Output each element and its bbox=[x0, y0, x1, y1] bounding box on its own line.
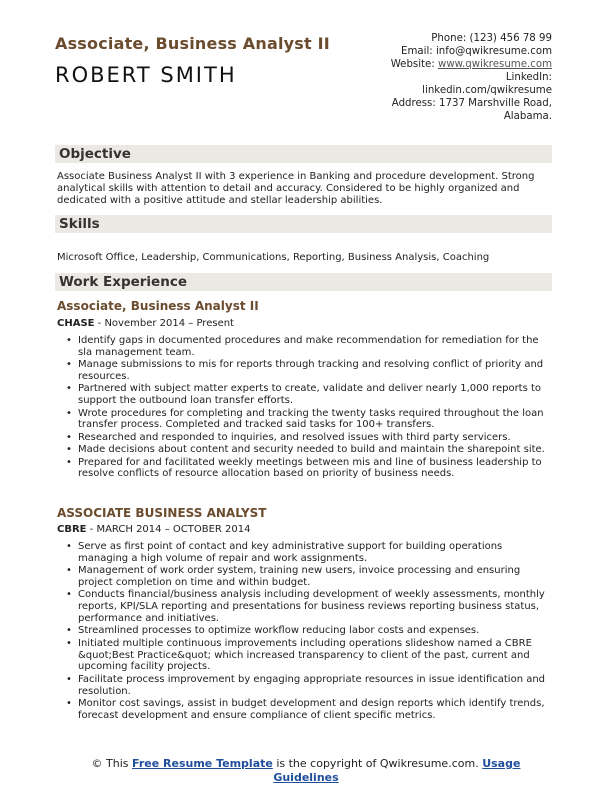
linkedin-label: LinkedIn: bbox=[505, 72, 552, 83]
job-1-bullet: • Identify gaps in documented procedures and make recommendation for remediation for the sla management team. bbox=[66, 335, 548, 359]
job-1-bullets bbox=[66, 335, 548, 481]
job-2-bullet: • Streamlined processes to optimize workflow reducing labor costs and expenses. bbox=[66, 625, 548, 637]
address-line-2: Alabama. bbox=[503, 111, 552, 122]
job-1-bullet: • Manage submissions to mis for reports through tracking and resolving conflict of priority and resources. bbox=[66, 359, 548, 383]
skills-heading-bar bbox=[55, 215, 552, 233]
job-2-company: CBRE bbox=[57, 524, 87, 535]
footer-middle: is the copyright of Qwikresume.com. bbox=[272, 757, 483, 770]
footer-prefix: © This bbox=[91, 757, 133, 770]
job-1-bullet: • Partnered with subject matter experts to create, validate and deliver nearly 1,000 reports to support the outbound loan transfer efforts. bbox=[66, 383, 548, 407]
job-2-title: ASSOCIATE BUSINESS ANALYST bbox=[57, 506, 267, 520]
skills-text: Microsoft Office, Leadership, Communications, Reporting, Business Analysis, Coaching bbox=[57, 252, 490, 263]
resume-header bbox=[55, 32, 552, 132]
job-1-bullet: • Wrote procedures for completing and tracking the twenty tasks required throughout the loan transfer process. Completed and tracked said tasks for 100+ transfers. bbox=[66, 408, 548, 432]
job-2-meta bbox=[57, 524, 250, 535]
job-2-bullets bbox=[66, 541, 548, 722]
email: Email: info@qwikresume.com bbox=[401, 46, 552, 57]
job-2-dates: - MARCH 2014 – OCTOBER 2014 bbox=[86, 524, 251, 535]
linkedin-url: linkedin.com/qwikresume bbox=[422, 85, 552, 96]
job-title: Associate, Business Analyst II bbox=[55, 34, 330, 53]
phone: Phone: (123) 456 78 99 bbox=[431, 33, 552, 44]
job-1-title: Associate, Business Analyst II bbox=[57, 299, 259, 313]
website-label: Website: bbox=[390, 59, 438, 70]
job-2-bullet: • Conducts financial/business analysis including development of weekly assessments, monthly reports, KPI/SLA reporting and presentations for business reviews reporting business status, performance and initiatives. bbox=[66, 589, 548, 624]
job-2-bullet: • Serve as first point of contact and key administrative support for building operations managing a high volume of repair and work assignments. bbox=[66, 541, 548, 565]
job-2-bullet: • Management of work order system, training new users, invoice processing and ensuring project completion on time and within budget. bbox=[66, 565, 548, 589]
website-link[interactable]: www.qwikresume.com bbox=[437, 59, 552, 70]
skills-heading: Skills bbox=[59, 216, 100, 232]
website bbox=[352, 58, 552, 71]
objective-heading-bar bbox=[55, 145, 552, 163]
job-1-bullet: • Prepared for and facilitated weekly meetings between mis and line of business leadership to resolve conflicts of resource allocation based on priority of business needs. bbox=[66, 457, 548, 481]
job-1-meta bbox=[57, 318, 234, 329]
job-1-bullet: • Made decisions about content and security needed to build and maintain the sharepoint site. bbox=[66, 444, 548, 456]
job-1-dates: - November 2014 – Present bbox=[94, 318, 234, 329]
job-2-bullet: • Initiated multiple continuous improvements including operations slideshow named a CBRE &quot;Best Practice&quot; which increased transparency to client of the past, current and upcoming facility projects. bbox=[66, 638, 548, 673]
footer bbox=[60, 757, 552, 785]
address-line-1: Address: 1737 Marshville Road, bbox=[391, 98, 552, 109]
job-1-company: CHASE bbox=[57, 318, 95, 329]
objective-heading: Objective bbox=[59, 146, 131, 162]
job-2-bullet: • Monitor cost savings, assist in budget development and design reports which identify trends, forecast development and ensure compliance of client specific metrics. bbox=[66, 698, 548, 722]
candidate-name: ROBERT SMITH bbox=[55, 63, 237, 87]
objective-text: Associate Business Analyst II with 3 experience in Banking and procedure development. Strong analytical skills with attention to detail and accuracy. Considered to be highly organized and dedicated with a positive attitude and stellar leadership abilities. bbox=[57, 171, 535, 206]
free-resume-template-link[interactable]: Free Resume Template bbox=[132, 757, 273, 770]
contact-block bbox=[352, 32, 552, 123]
usage-guidelines-link[interactable]: Usage Guidelines bbox=[273, 757, 521, 784]
job-2-bullet: • Facilitate process improvement by engaging appropriate resources in issue identification and resolution. bbox=[66, 674, 548, 698]
work-heading: Work Experience bbox=[59, 274, 187, 290]
job-1-bullet: • Researched and responded to inquiries, and resolved issues with third party servicers. bbox=[66, 432, 548, 444]
work-heading-bar bbox=[55, 273, 552, 291]
